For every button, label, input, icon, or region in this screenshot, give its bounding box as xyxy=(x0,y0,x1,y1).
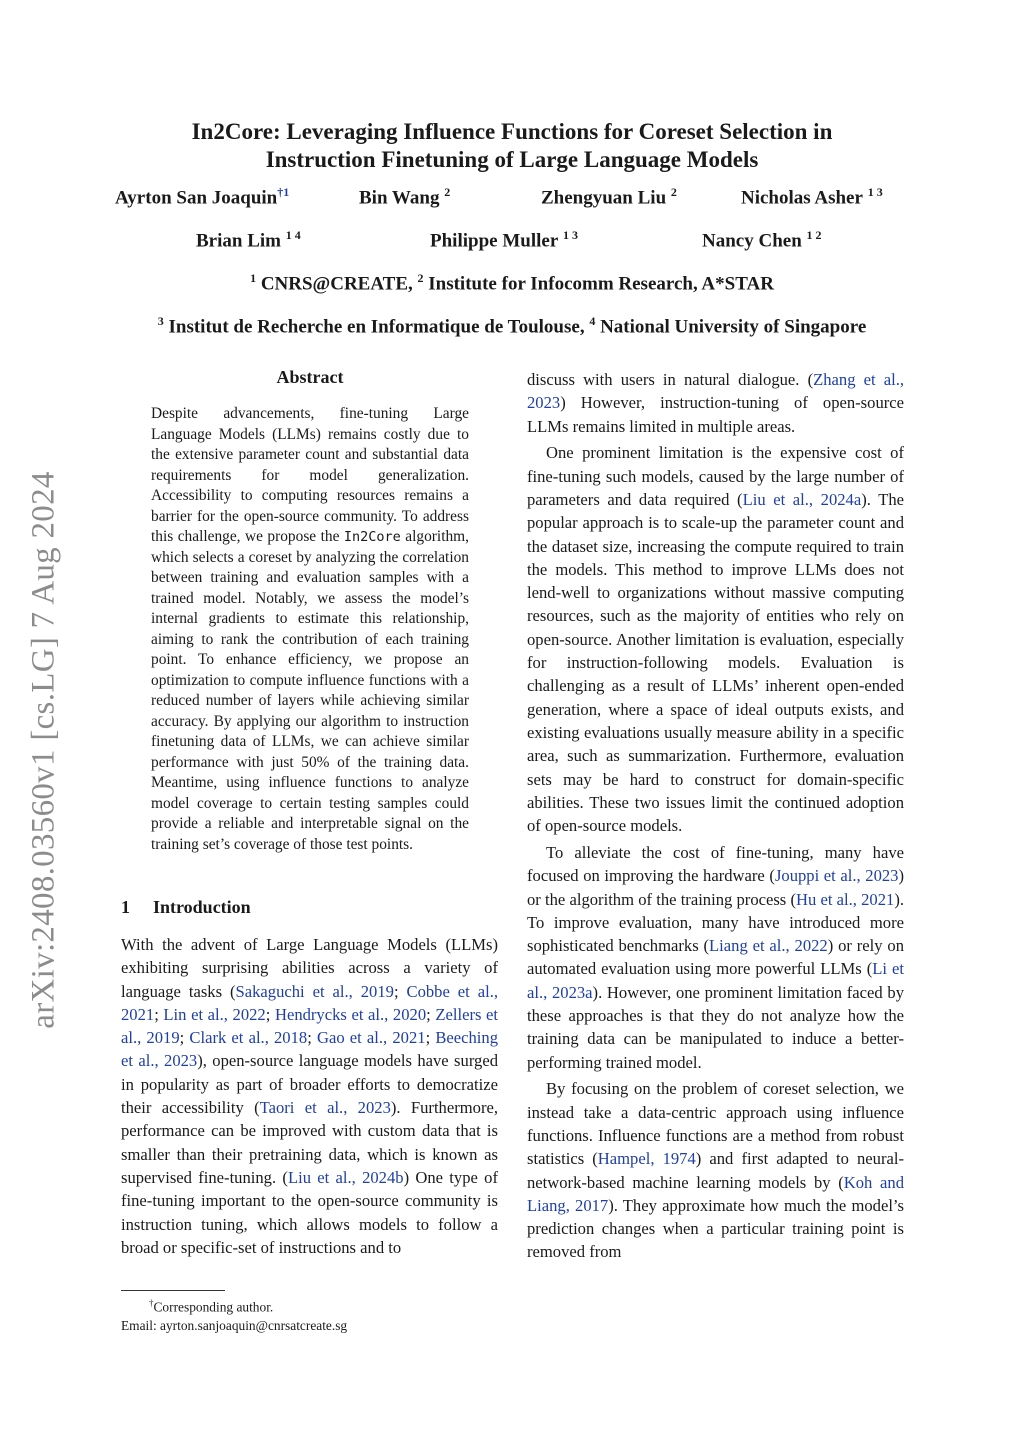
citation-link[interactable]: Sakaguchi et al., 2019 xyxy=(235,981,394,1001)
citation-link[interactable]: Li et al., 2023a xyxy=(527,959,904,1002)
paragraph-text: One prominent limitation is the expensive cost of fine-tuning such models, caused by the large number of parameters and data required ( xyxy=(527,443,904,509)
paragraph-text: ; xyxy=(179,1028,190,1048)
affil-text: CNRS@CREATE, xyxy=(260,273,413,295)
paragraph-text: ) and first adapted to neural-network-based machine learning models by ( xyxy=(527,1149,904,1192)
paragraph-text: To alleviate the cost of fine-tuning, many have focused on improving the hardware ( xyxy=(527,842,904,886)
citation-link[interactable]: Liu et al., 2024b xyxy=(287,1167,404,1187)
affil-text: Institute for Infocomm Research, A*STAR xyxy=(428,273,774,295)
paragraph-text: ; xyxy=(154,1004,164,1024)
author-affil: 2 xyxy=(444,185,451,199)
citation-link[interactable]: Taori et al., 2023 xyxy=(259,1098,391,1118)
author xyxy=(115,185,289,209)
paragraph-text: ; xyxy=(425,1028,436,1048)
citation-link[interactable]: Beeching et al., 2023 xyxy=(121,1028,499,1071)
paragraph xyxy=(527,441,904,837)
author-name: Bin Wang xyxy=(359,187,440,209)
paragraph-text: ) However, instruction-tuning of open-source LLMs remains limited in multiple areas. xyxy=(527,393,904,436)
footnote-mark: † xyxy=(149,1298,154,1308)
affil-marker: 3 xyxy=(157,314,164,328)
citation-link[interactable]: Hu et al., 2021 xyxy=(796,889,895,909)
author-affil: 1 3 xyxy=(867,185,883,199)
author-affil: 1 3 xyxy=(563,228,578,242)
footnote-text: Corresponding author. xyxy=(153,1299,274,1315)
paragraph-text: discuss with users in natural dialogue. ( xyxy=(527,370,814,389)
citation-link[interactable]: Jouppi et al., 2023 xyxy=(774,866,899,886)
affil-marker: 1 xyxy=(250,271,257,285)
author-name: Philippe Muller xyxy=(430,230,559,252)
affil-text: Institut de Recherche en Informatique de Toulouse, xyxy=(168,316,585,338)
author-affil: 1 4 xyxy=(285,228,301,242)
author-affil: 2 xyxy=(670,185,677,199)
citation-link[interactable]: Zhang et al., 2023 xyxy=(527,370,905,413)
author-name: Zhengyuan Liu xyxy=(541,187,667,209)
paragraph xyxy=(527,1077,904,1263)
paragraph-text: ) or rely on automated evaluation using more powerful LLMs ( xyxy=(527,936,904,979)
citation-link[interactable]: Koh and Liang, 2017 xyxy=(527,1172,904,1215)
affil-text: National University of Singapore xyxy=(600,316,867,338)
abstract-body xyxy=(151,404,469,855)
author-affil: 1 2 xyxy=(806,228,822,242)
paragraph-text: ). They approximate how much the model’s prediction changes when a particular training point is removed from xyxy=(527,1195,904,1262)
paragraph xyxy=(527,841,904,1074)
section-title: Introduction xyxy=(153,897,251,917)
arxiv-identifier[interactable]: arXiv:2408.03560v1 [cs.LG] 7 Aug 2024 xyxy=(25,471,62,1029)
paragraph-text: ) One type of fine-tuning important to the open-source community is instruction tuning, which allows models to follow a broad or specific-set of instructions and to xyxy=(121,1167,498,1257)
citation-link[interactable]: Lin et al., 2022 xyxy=(163,1004,266,1024)
author xyxy=(741,185,883,209)
section-heading xyxy=(121,897,251,918)
affiliation-line-2 xyxy=(0,314,1024,338)
citation-link[interactable]: Gao et al., 2021 xyxy=(316,1028,426,1048)
author xyxy=(702,228,822,252)
footnote xyxy=(121,1294,501,1335)
paragraph-text: ). However, one prominent limitation faced by these approaches is that they do not analyze how the training data can be manipulated to induce a better-performing trained model. xyxy=(527,982,904,1072)
abstract-text: Despite advancements, fine-tuning Large Language Models (LLMs) remains costly due to the extensive parameter count and substantial data requirements for model generalization. Accessibility to computing resources remains a barrier for the open-source community. To address this challenge, we propose the xyxy=(151,405,469,545)
section-number: 1 xyxy=(121,897,130,917)
author-name: Brian Lim xyxy=(196,230,281,252)
affil-marker: 2 xyxy=(417,271,424,285)
citation-link[interactable]: Clark et al., 2018 xyxy=(189,1028,308,1048)
citation-link[interactable]: Liu et al., 2024a xyxy=(742,489,862,509)
paragraph-text: ), open-source language models have surged in popularity as part of broader efforts to democratize their accessibility ( xyxy=(121,1051,498,1118)
author xyxy=(541,185,677,209)
algorithm-name: In2Core xyxy=(343,529,401,545)
title-line-2: Instruction Finetuning of Large Language Models xyxy=(265,147,759,172)
paragraph-text: With the advent of Large Language Models (LLMs) exhibiting surprising abilities across a variety of language tasks ( xyxy=(121,935,498,1001)
author-name: Ayrton San Joaquin xyxy=(115,187,278,209)
paragraph-text: ) or the algorithm of the training process ( xyxy=(527,866,904,909)
abstract-text: algorithm, which selects a coreset by analyzing the correlation between training and evaluation samples with a trained model. Notably, we assess the model’s internal gradients to estimate this relationship, aiming to rank the contribution of each training point. To enhance efficiency, we propose an optimization to compute influence functions with a reduced number of layers while achieving similar accuracy. By applying our algorithm to instruction finetuning data of LLMs, we can achieve similar performance with just 50% of the training data. Meantime, using influence functions to analyze model coverage to certain testing samples could provide a reliable and interpretable signal on the training set’s coverage of those test points. xyxy=(151,528,469,853)
paper-title xyxy=(100,118,924,174)
title-line-1: In2Core: Leveraging Influence Functions for Coreset Selection in xyxy=(191,119,833,144)
paragraph xyxy=(527,368,904,438)
paragraph-text: ; xyxy=(265,1004,275,1024)
paragraph-text: ; xyxy=(393,981,407,1001)
intro-left-column xyxy=(121,933,498,1259)
paragraph-text: By focusing on the problem of coreset selection, we instead take a data-centric approach using influence functions. Influence functions are a method from robust statistics ( xyxy=(527,1079,904,1169)
footnote-email: Email: ayrton.sanjoaquin@cnrsatcreate.sg xyxy=(121,1318,348,1334)
paragraph xyxy=(121,933,498,1259)
author xyxy=(430,228,578,252)
intro-right-column xyxy=(527,368,904,1267)
paragraph-text: ). Furthermore, performance can be improved with custom data that is smaller than their pretraining data, which is known as supervised fine-tuning. ( xyxy=(121,1098,498,1187)
paragraph-text: ; xyxy=(307,1028,317,1048)
author-name: Nicholas Asher xyxy=(741,187,863,209)
paragraph-text: ). The popular approach is to scale-up the parameter count and the dataset size, increasing the compute required to train the models. This method to improve LLMs does not lend-well to organizations without massive computing resources, such as the majority of entities who rely on open-source. Another limitation is evaluation, especially for instruction-following models. Evaluation is challenging as a result of LLMs’ inherent open-ended generation, where a space of ideal outputs exists, and existing evaluations usually measure ability in a specific area, such as summarization. Furthermore, evaluation sets may be hard to construct for domain-specific abilities. These two issues limit the continued adoption of open-source models. xyxy=(527,489,904,836)
affil-marker: 4 xyxy=(589,314,596,328)
citation-link[interactable]: Zellers et al., 2019 xyxy=(121,1004,499,1048)
citation-link[interactable]: Hendrycks et al., 2020 xyxy=(274,1004,427,1024)
author xyxy=(359,185,450,209)
affiliation-line-1 xyxy=(0,271,1024,295)
author-name: Nancy Chen xyxy=(702,230,802,252)
citation-link[interactable]: Hampel, 1974 xyxy=(597,1149,696,1169)
citation-link[interactable]: Cobbe et al., 2021 xyxy=(121,981,498,1024)
author-affil: †1 xyxy=(277,185,290,199)
author xyxy=(196,228,301,252)
footnote-line xyxy=(121,1294,501,1316)
citation-link[interactable]: Liang et al., 2022 xyxy=(709,936,828,956)
footnote-rule xyxy=(121,1290,225,1291)
paragraph-text: ; xyxy=(426,1004,436,1024)
abstract-heading: Abstract xyxy=(276,367,344,387)
paragraph-text: ). To improve evaluation, many have introduced more sophisticated benchmarks ( xyxy=(527,889,904,956)
arxiv-sidebar xyxy=(14,455,74,1045)
